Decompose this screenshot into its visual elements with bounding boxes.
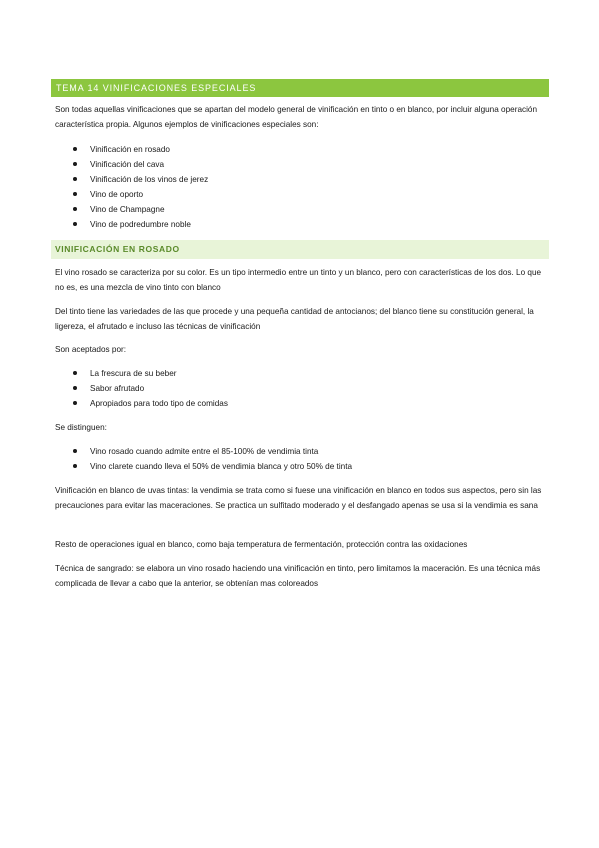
list-item: Vinificación en rosado: [73, 142, 208, 157]
bullet-icon: [73, 386, 77, 390]
paragraph-bleeding-technique: Técnica de sangrado: se elabora un vino rosado haciendo una vinificación en tinto, pero limitamos la maceración. Es una técnica más complicada de llevar a cabo que la anterior, se obtenían mas coloreados: [55, 564, 541, 588]
bullet-icon: [73, 449, 77, 453]
bullet-icon: [73, 192, 77, 196]
paragraph-color: El vino rosado se caracteriza por su color. Es un tipo intermedio entre un tinto y un blanco, pero con características de los dos. Lo que no es, es una mezcla de vino tinto con blanco: [55, 268, 542, 292]
list-item: Vino de Champagne: [73, 202, 208, 217]
list-item: La frescura de su beber: [73, 366, 228, 381]
accepted-label: Son aceptados por:: [55, 345, 127, 354]
list-item: Vino de podredumbre noble: [73, 217, 208, 232]
list-item: Vino rosado cuando admite entre el 85-100% de vendimia tinta: [73, 444, 352, 459]
list-item: Vino clarete cuando lleva el 50% de vendimia blanca y otro 50% de tinta: [73, 459, 352, 474]
bullet-icon: [73, 207, 77, 211]
distinguish-list: [73, 444, 352, 474]
list-item: Vino de oporto: [73, 187, 208, 202]
paragraph-white-vinification: Vinificación en blanco de uvas tintas: la vendimia se trata como si fuese una vinificación en blanco en todos sus aspectos, pero sin las precauciones para evitar las maceraciones. Se practica un sulfitado moderado y el desfangado apenas se usa si la vendimia es sana: [55, 486, 542, 510]
bullet-icon: [73, 222, 77, 226]
list-item: Apropiados para todo tipo de comidas: [73, 396, 228, 411]
list-item: Vinificación de los vinos de jerez: [73, 172, 208, 187]
bullet-icon: [73, 177, 77, 181]
list-item: Sabor afrutado: [73, 381, 228, 396]
distinguish-label: Se distinguen:: [55, 423, 107, 432]
list-item: Vinificación del cava: [73, 157, 208, 172]
bullet-icon: [73, 147, 77, 151]
section-title: VINIFICACIÓN EN ROSADO: [51, 240, 549, 259]
bullet-icon: [73, 162, 77, 166]
chapter-title: TEMA 14 VINIFICACIONES ESPECIALES: [51, 79, 549, 97]
bullet-icon: [73, 401, 77, 405]
intro-paragraph: Son todas aquellas vinificaciones que se apartan del modelo general de vinificación en tinto o en blanco, por incluir alguna operación característica propia. Algunos ejemplos de vinificaciones especiales son:: [55, 105, 538, 129]
accepted-list: [73, 366, 228, 411]
paragraph-remaining-operations: Resto de operaciones igual en blanco, como baja temperatura de fermentación, protección contra las oxidaciones: [55, 540, 468, 549]
examples-list: [73, 142, 208, 232]
paragraph-varieties: Del tinto tiene las variedades de las que procede y una pequeña cantidad de antocianos; del blanco tiene su constitución general, la ligereza, el afrutado e incluso las técnicas de vinificación: [55, 307, 534, 331]
bullet-icon: [73, 464, 77, 468]
bullet-icon: [73, 371, 77, 375]
